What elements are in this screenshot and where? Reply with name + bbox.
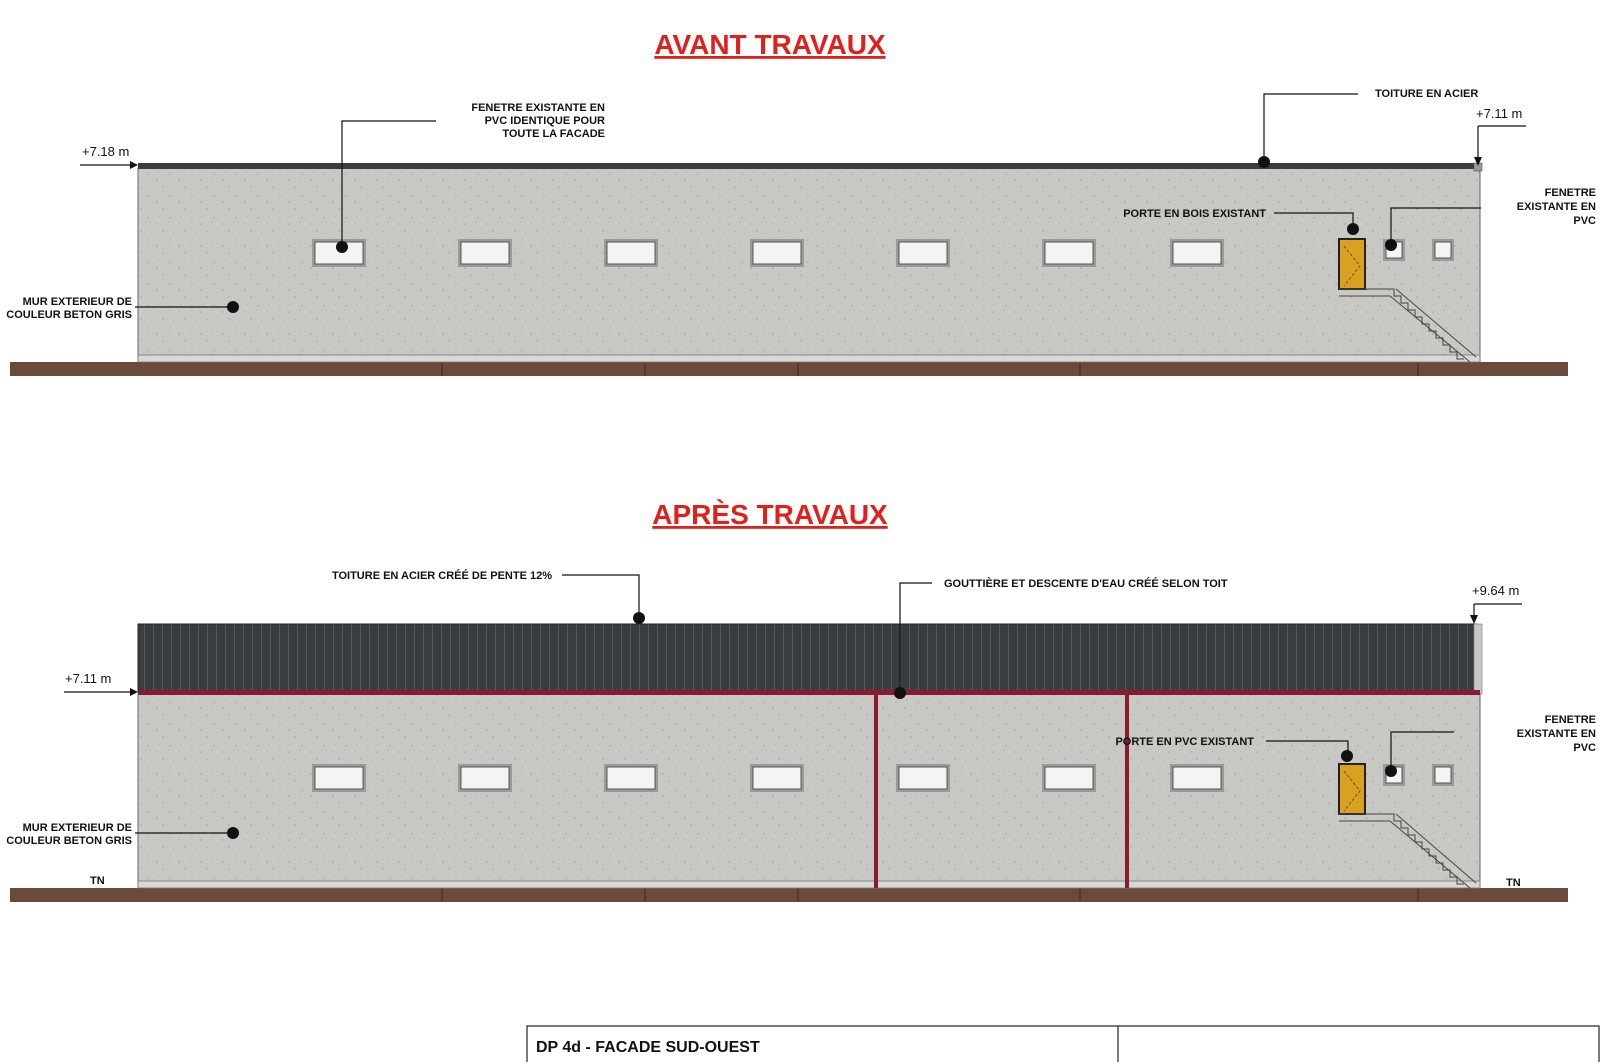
level-left [80,144,138,169]
level-right [1470,583,1522,624]
after-heading: APRÈS TRAVAUX [652,499,888,530]
level-left-text: +7.18 m [82,144,130,159]
wall-plinth [138,881,1480,888]
window-glass [1173,242,1221,264]
callout-roof [1258,88,1478,168]
window-glass [461,767,509,789]
callout-window-right-line2: EXISTANTE EN [1516,728,1596,740]
small-window-glass [1435,767,1451,783]
new-steel-roof [138,624,1476,692]
level-left [64,671,138,696]
window-glass [1173,767,1221,789]
callout-window-line1: FENETRE EXISTANTE EN [471,102,605,114]
callout-door-text: PORTE EN BOIS EXISTANT [1123,208,1266,220]
callout-roof-text: TOITURE EN ACIER CRÉÉ DE PENTE 12% [331,570,552,582]
window-glass [899,242,947,264]
window-glass [315,767,363,789]
ground-label-left: TN [90,875,105,887]
ground-label-right: TN [1506,877,1521,889]
window-glass [1045,767,1093,789]
level-right-text: +9.64 m [1472,583,1520,598]
wooden-door [1339,239,1365,289]
level-left-text: +7.11 m [65,671,112,686]
window-glass [753,767,801,789]
level-right [1474,106,1526,166]
callout-wall-line2: COULEUR BETON GRIS [6,835,132,847]
callout-roof-text: TOITURE EN ACIER [1375,88,1479,100]
callout-wall-line1: MUR EXTERIEUR DE [22,296,132,308]
callout-wall-line1: MUR EXTERIEUR DE [22,822,132,834]
callout-window-right-line2: EXISTANTE EN [1516,201,1596,213]
callout-window-right-line3: PVC [1573,742,1596,754]
downpipe [874,695,878,888]
callout-gutter-text: GOUTTIÈRE ET DESCENTE D'EAU CRÉÉ SELON TOIT [944,578,1228,590]
callout-door-text: PORTE EN PVC EXISTANT [1115,736,1254,748]
title-block [527,1026,1599,1062]
callout-window-right-line3: PVC [1573,215,1596,227]
wall-plinth [138,355,1480,362]
window-glass [607,767,655,789]
downpipe [1125,695,1129,888]
pvc-door [1339,764,1365,814]
callout-window-line2: PVC IDENTIQUE POUR [484,115,605,127]
ground-line [10,888,1568,902]
callout-window-right-line1: FENETRE [1544,187,1596,199]
gutter [138,690,1480,695]
callout-window-right-line1: FENETRE [1544,714,1596,726]
roof-side-cap [1474,624,1482,694]
window-glass [753,242,801,264]
window-glass [899,767,947,789]
callout-window-line3: TOUTE LA FACADE [502,128,605,140]
callout-wall-line2: COULEUR BETON GRIS [6,309,132,321]
window-glass [1045,242,1093,264]
callout-roof [332,569,645,624]
window-glass [607,242,655,264]
after-elevation [6,499,1596,902]
window-glass [461,242,509,264]
ground-line [10,362,1568,376]
small-window-glass [1435,242,1451,258]
level-right-text: +7.11 m [1476,106,1523,121]
before-heading: AVANT TRAVAUX [654,29,886,60]
before-elevation [6,29,1596,376]
title-block-title: DP 4d - FACADE SUD-OUEST [536,1039,760,1056]
steel-roof-edge [138,163,1480,169]
